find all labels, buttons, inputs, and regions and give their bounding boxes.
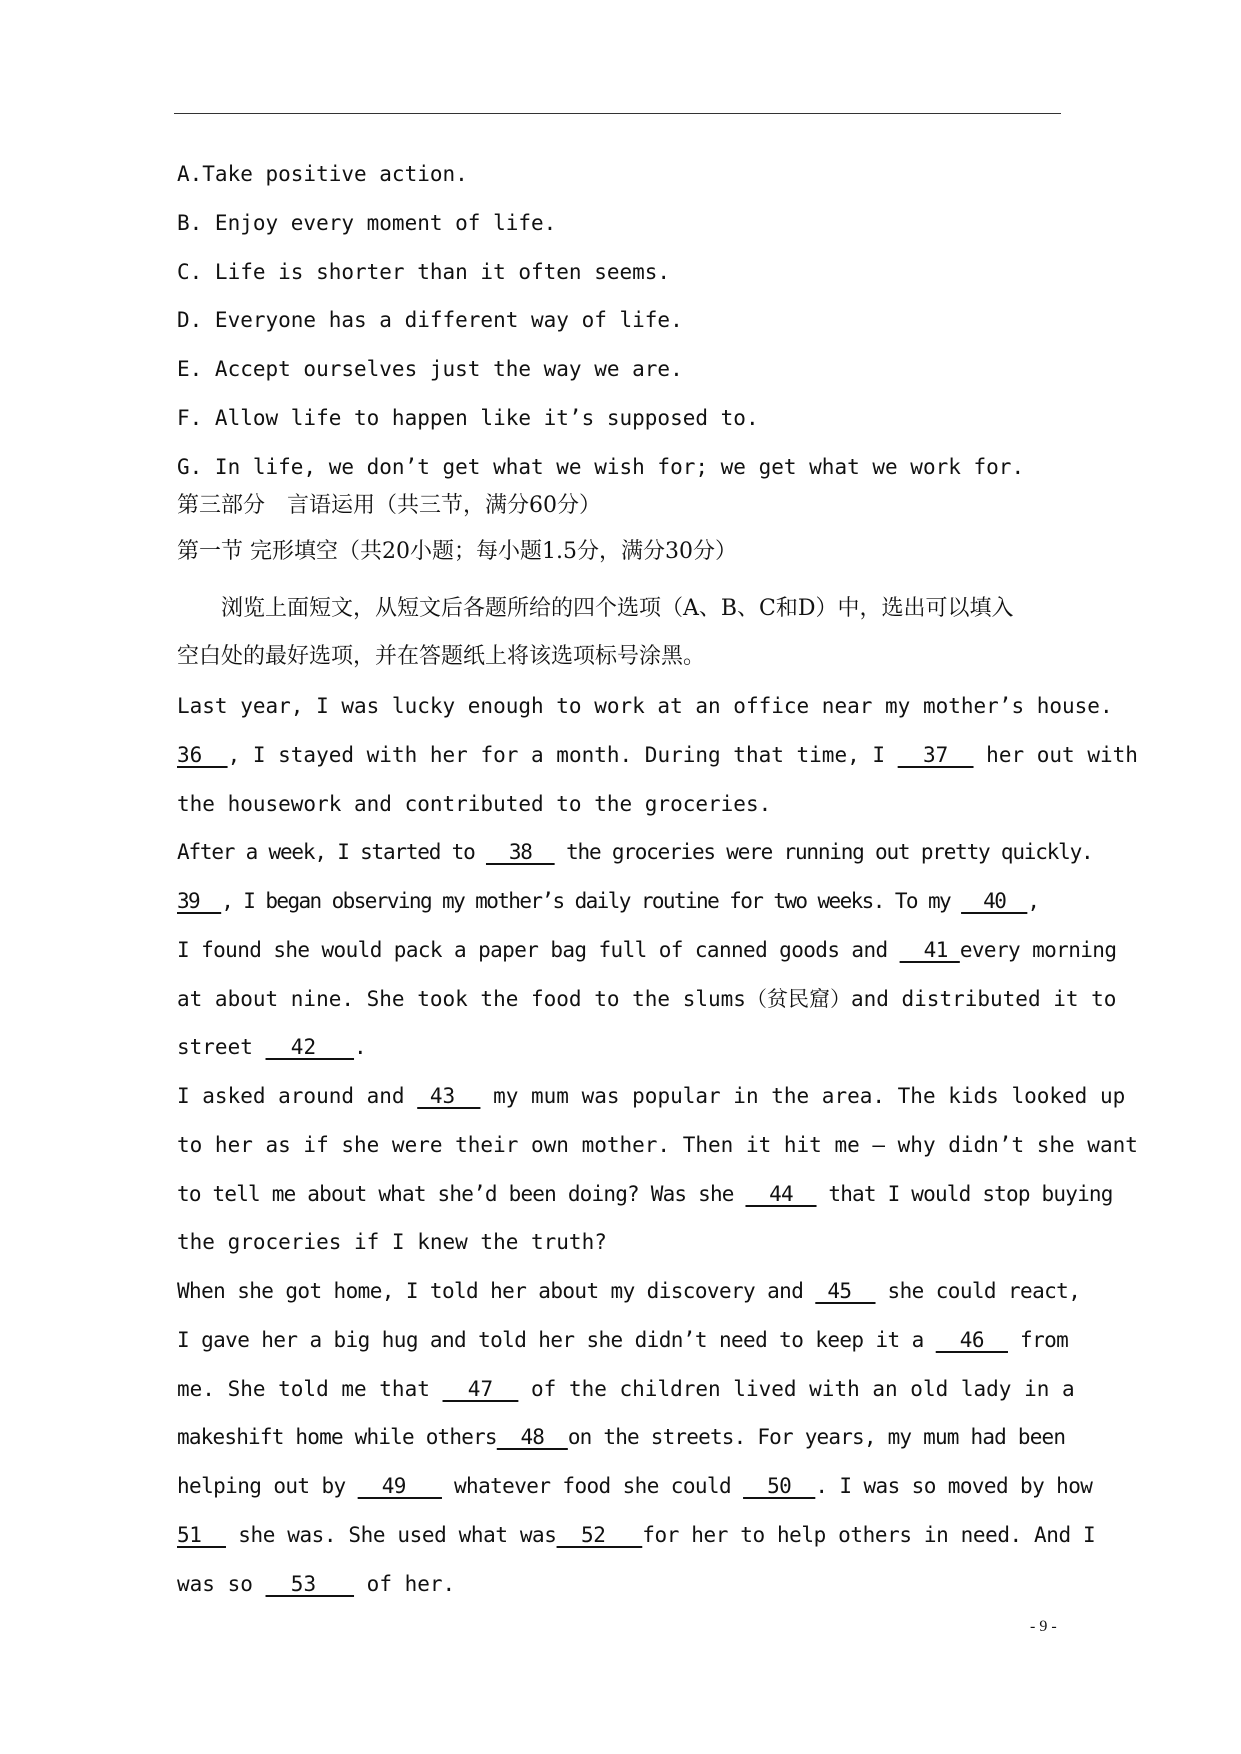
passage-text: makeshift home while others (177, 1425, 497, 1449)
passage-text: helping out by (177, 1474, 358, 1498)
passage-line (177, 1326, 1077, 1354)
passage-text: for her to help others in need. And I (642, 1523, 1096, 1547)
passage-line (177, 1375, 1077, 1403)
blank-47: 47 (442, 1377, 519, 1401)
option-f: F. Allow life to happen like it’s supposed to. (177, 406, 759, 430)
option-d: D. Everyone has a different way of life. (177, 308, 683, 332)
page-number: - 9 - (1030, 1618, 1057, 1635)
passage-line (177, 838, 1093, 866)
passage-line: to her as if she were their own mother. Then it hit me — why didn’t she want (177, 1133, 1138, 1157)
blank-52: 52 (556, 1523, 643, 1547)
passage-text: , (1027, 889, 1039, 913)
passage-line (177, 936, 1117, 964)
passage-text: the groceries were running out pretty quickly. (554, 840, 1093, 864)
passage-text: was so (177, 1572, 266, 1596)
passage-text: street (177, 1035, 266, 1059)
passage-text: I gave her a big hug and told her she didn’t need to keep it a (177, 1328, 936, 1352)
passage-text: I found she would pack a paper bag full of canned goods and (177, 938, 900, 962)
blank-41: 41 (899, 938, 960, 962)
blank-45: 45 (815, 1279, 876, 1303)
section-subtitle: 第一节 完形填空（共20小题；每小题1.5分，满分30分） (177, 539, 737, 564)
passage-line: the groceries if I knew the truth? (177, 1230, 607, 1254)
option-g: G. In life, we don’t get what we wish for; we get what we work for. (177, 455, 1025, 479)
blank-39: 39 (177, 889, 222, 913)
blank-38: 38 (485, 840, 555, 864)
blank-36: 36 (177, 743, 228, 767)
passage-text: . (354, 1035, 367, 1059)
passage-text: , I stayed with her for a month. During that time, I (227, 743, 898, 767)
passage-line: Last year, I was lucky enough to work at an office near my mother’s house. (177, 694, 1113, 718)
option-e: E. Accept ourselves just the way we are. (177, 357, 683, 381)
blank-37: 37 (897, 743, 974, 767)
passage-line (177, 1521, 1096, 1549)
passage-text: she could react, (875, 1279, 1081, 1303)
option-c: C. Life is shorter than it often seems. (177, 260, 671, 284)
instruction-line-1: 浏览上面短文，从短文后各题所给的四个选项（A、B、C和D）中，选出可以填入 (177, 596, 1014, 621)
passage-text: every morning (959, 938, 1117, 962)
passage-line (177, 1033, 1077, 1061)
passage-line (177, 1472, 1093, 1500)
passage-text: . I was so moved by how (815, 1474, 1093, 1498)
passage-text: whatever food she could (441, 1474, 744, 1498)
instruction-line-2: 空白处的最好选项，并在答题纸上将该选项标号涂黑。 (177, 644, 706, 669)
passage-line (177, 1277, 1081, 1305)
passage-text: to tell me about what she’d been doing? Was she (177, 1182, 746, 1206)
blank-44: 44 (745, 1182, 817, 1206)
blank-48: 48 (496, 1425, 568, 1449)
blank-50: 50 (743, 1474, 816, 1498)
passage-line: at about nine. She took the food to the slums（贫民窟）and distributed it to (177, 987, 1117, 1011)
passage-line (177, 887, 1077, 915)
passage-line (177, 1570, 1077, 1598)
passage-line (177, 1082, 1126, 1110)
passage-text: When she got home, I told her about my discovery and (177, 1279, 816, 1303)
blank-49: 49 (357, 1474, 442, 1498)
passage-text: her out with (973, 743, 1138, 767)
blank-42: 42 (265, 1035, 355, 1059)
passage-text: of the children lived with an old lady in a (518, 1377, 1075, 1401)
passage-text: that I would stop buying (816, 1182, 1113, 1206)
blank-46: 46 (935, 1328, 1008, 1352)
passage-line (177, 1423, 1077, 1451)
option-b: B. Enjoy every moment of life. (177, 211, 557, 235)
blank-40: 40 (961, 889, 1028, 913)
passage-text: , I began observing my mother’s daily routine for two weeks. To my (221, 889, 962, 913)
passage-line: the housework and contributed to the groceries. (177, 792, 772, 816)
passage-text: of her. (354, 1572, 456, 1596)
passage-text: my mum was popular in the area. The kids looked up (480, 1084, 1126, 1108)
blank-51: 51 (177, 1523, 226, 1547)
blank-43: 43 (417, 1084, 481, 1108)
passage-line (177, 1180, 1113, 1208)
passage-text: she was. She used what was (225, 1523, 557, 1547)
passage-text: from (1007, 1328, 1069, 1352)
option-a: A.Take positive action. (177, 162, 468, 186)
passage-line (177, 741, 1138, 769)
passage-text: me. She told me that (177, 1377, 443, 1401)
blank-53: 53 (265, 1572, 355, 1596)
passage-text: on the streets. For years, my mum had been (567, 1425, 1066, 1449)
part-title: 第三部分 言语运用（共三节，满分60分） (177, 493, 601, 518)
header-rule (174, 113, 1061, 114)
passage-text: I asked around and (177, 1084, 418, 1108)
passage-text: After a week, I started to (177, 840, 486, 864)
